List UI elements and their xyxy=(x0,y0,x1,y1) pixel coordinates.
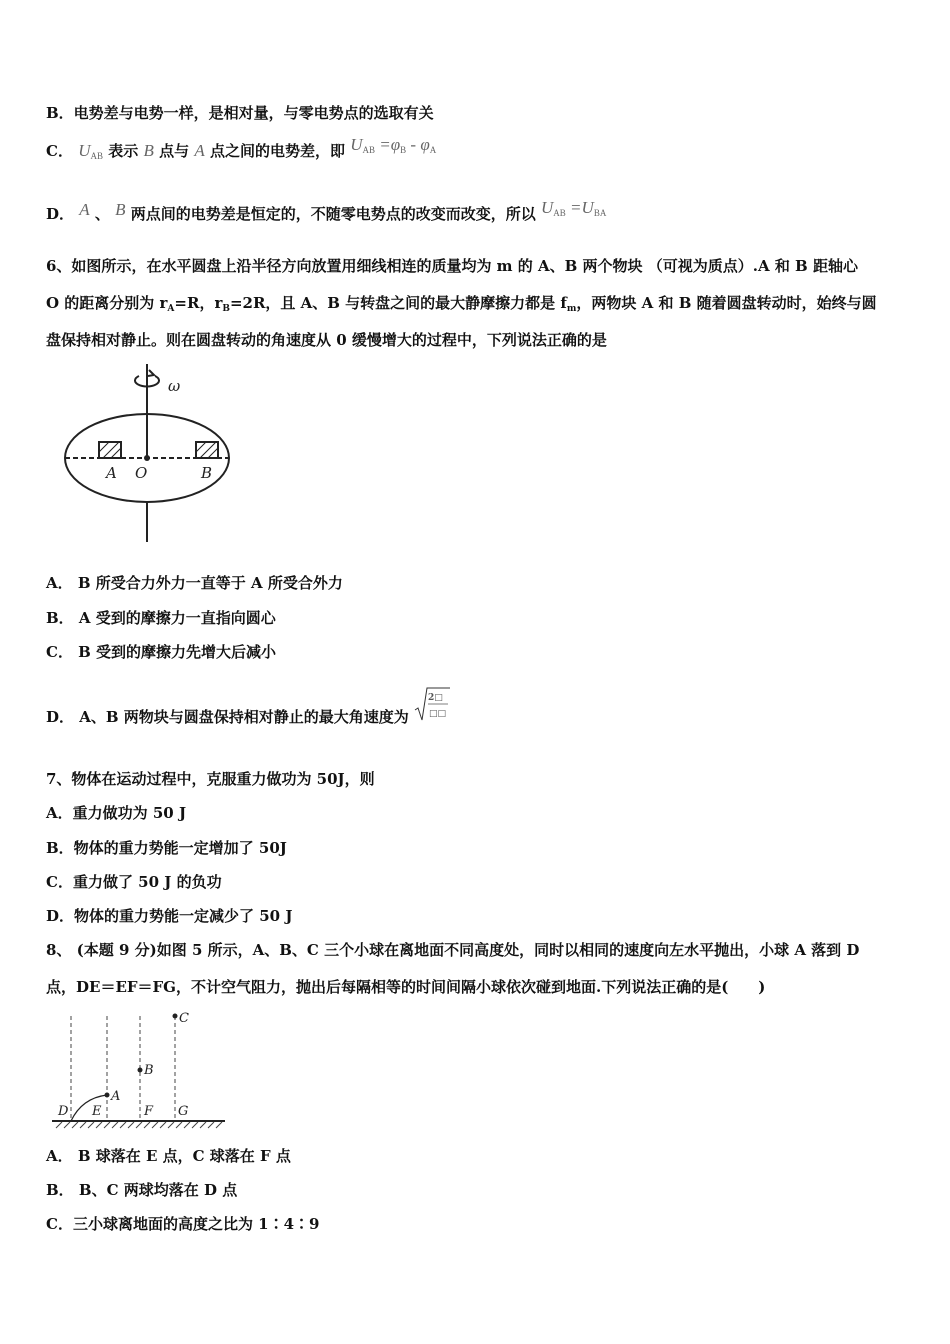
label-b: B xyxy=(144,1063,154,1078)
q6-option-d: D． A、B 两物块与圆盘保持相对静止的最大角速度为 2□ □□ xyxy=(46,686,450,722)
block-b xyxy=(196,442,218,458)
q8-stem-line2: 点，DE＝EF＝FG，不计空气阻力，抛出后每隔相等的时间间隔小球依次碰到地面.下列说法正确的是( ) xyxy=(46,978,766,996)
axis-center-dot xyxy=(144,455,150,461)
ground-hatching xyxy=(56,1122,222,1128)
label-d: D xyxy=(58,1104,69,1119)
formula-a: A xyxy=(194,141,205,160)
label-b: B xyxy=(201,464,213,482)
formula-a: A xyxy=(79,200,90,219)
ball-c xyxy=(173,1014,178,1019)
q8-option-b: B． B、C 两球均落在 D 点 xyxy=(46,1181,238,1199)
q7-option-a: A．重力做功为 50 J xyxy=(46,804,187,822)
label-a: A xyxy=(111,1089,121,1104)
formula-b: B xyxy=(115,200,126,219)
label-o: O xyxy=(135,464,148,482)
q5-option-b: B．电势差与电势一样，是相对量，与零电势点的选取有关 xyxy=(46,104,434,122)
q7-option-b: B．物体的重力势能一定增加了 50J xyxy=(46,839,287,857)
formula-uab-uba: $U_{AB} =U_{BA}$ xyxy=(541,198,607,218)
formula-u: $U_{AB}$ xyxy=(78,141,103,161)
label-g: G xyxy=(178,1104,189,1119)
q5-option-c-text1: 表示 xyxy=(108,142,139,160)
q5-option-c xyxy=(46,135,437,161)
sqrt-formula xyxy=(414,686,450,722)
label-c: C xyxy=(179,1011,189,1026)
block-a xyxy=(99,442,121,458)
q5-option-d-prefix: D． xyxy=(46,205,75,223)
trajectory-a xyxy=(71,1095,107,1121)
ball-b xyxy=(138,1068,143,1073)
omega-label: ω xyxy=(168,377,181,395)
rotating-disk-figure xyxy=(55,362,245,547)
q6-stem-line3: 盘保持相对静止。则在圆盘转动的角速度从 0 缓慢增大的过程中，下列说法正确的是 xyxy=(46,331,607,349)
q5-option-c-text3: 点之间的电势差，即 xyxy=(209,142,345,160)
q7-option-c: C．重力做了 50 J 的负功 xyxy=(46,873,222,891)
svg-text:2□: 2□ xyxy=(428,693,443,703)
q5-option-c-prefix: C． xyxy=(46,142,73,160)
label-e: E xyxy=(92,1104,102,1119)
q6-option-c: C． B 受到的摩擦力先增大后减小 xyxy=(46,643,277,661)
q7-option-d: D．物体的重力势能一定减少了 50 J xyxy=(46,907,293,925)
q5-option-d-text1: 、 xyxy=(94,205,110,223)
projectile-figure xyxy=(50,1008,230,1133)
ball-a xyxy=(105,1093,110,1098)
label-a: A xyxy=(106,464,117,482)
q6-stem-line2: O 的距离分别为 $r_A=R$，$r_B=2R$，且 A、B 与转盘之间的最大静摩擦力都是 $f_m$，两物块 A 和 B 随着圆盘转动时，始终与圆 xyxy=(46,294,877,314)
q5-option-d-text2: 两点间的电势差是恒定的，不随零电势点的改变而改变，所以 xyxy=(130,205,536,223)
svg-text:□□: □□ xyxy=(429,709,447,719)
formula-uab-eq: $U_{AB} =\varphi_B - \varphi_A$ xyxy=(350,135,437,155)
q8-option-c: C．三小球离地面的高度之比为 1∶4∶9 xyxy=(46,1215,320,1233)
q7-stem: 7、物体在运动过程中，克服重力做功为 50J，则 xyxy=(46,770,375,788)
formula-b: B xyxy=(143,141,154,160)
q5-option-c-text2: 点与 xyxy=(159,142,190,160)
q8-stem-line1: 8、 (本题 9 分)如图 5 所示，A、B、C 三个小球在离地面不同高度处，同时以相同的速度向左水平抛出，小球 A 落到 D xyxy=(46,941,860,959)
q8-option-a: A． B 球落在 E 点，C 球落在 F 点 xyxy=(46,1147,291,1165)
q6-option-a: A． B 所受合力外力一直等于 A 所受合外力 xyxy=(46,574,343,592)
label-f: F xyxy=(144,1104,154,1119)
q6-stem-line1: 6、如图所示，在水平圆盘上沿半径方向放置用细线相连的质量均为 m 的 A、B 两个物块 （可视为质点）.A 和 B 距轴心 xyxy=(46,257,858,275)
q5-option-d xyxy=(46,198,607,224)
q6-option-b: B． A 受到的摩擦力一直指向圆心 xyxy=(46,609,276,627)
